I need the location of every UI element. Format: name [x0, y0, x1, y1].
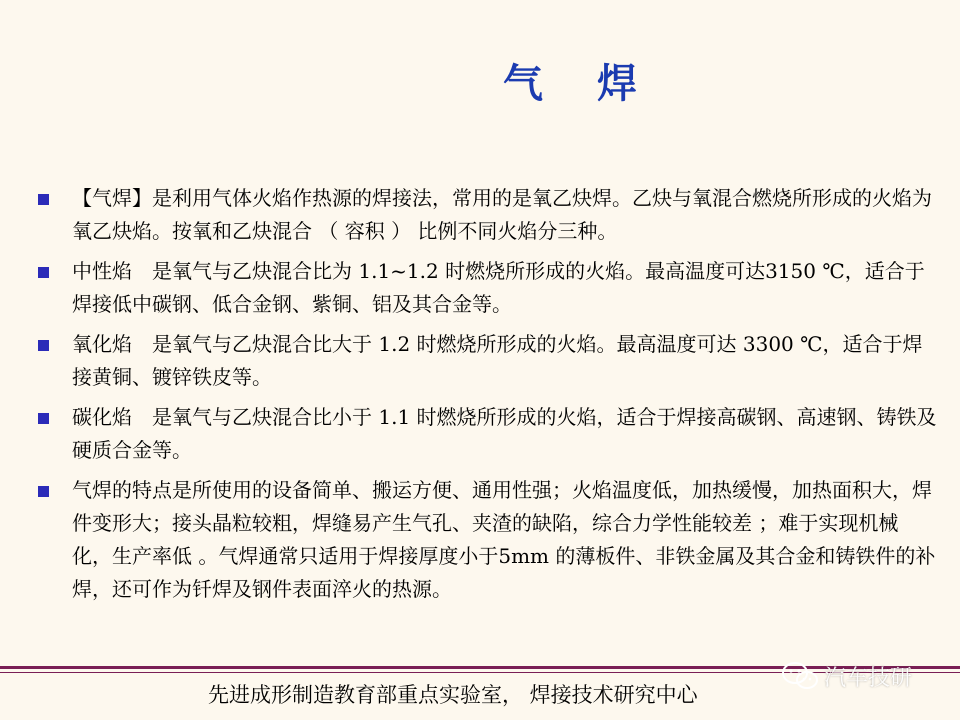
wechat-icon [780, 660, 820, 692]
bullet-text: 氧化焰 是氧气与乙炔混合比大于 1.2 时燃烧所形成的火焰。最高温度可达 3300 ℃，适合于焊接黄铜、镀锌铁皮等。 [72, 332, 923, 389]
bullet-list [38, 182, 938, 613]
bullet-text: 中性焰 是氧气与乙炔混合比为 1.1~1.2 时燃烧所形成的火焰。最高温度可达3150 ℃，适合于焊接低中碳钢、低合金钢、紫铜、铝及其合金等。 [72, 259, 925, 316]
bullet-item [38, 255, 938, 321]
bullet-item [38, 401, 938, 467]
bullet-item [38, 474, 938, 606]
square-bullet-icon [38, 194, 49, 205]
bullet-item [38, 182, 938, 248]
bullet-item [38, 328, 938, 394]
square-bullet-icon [38, 413, 49, 424]
footer-text: 先进成形制造教育部重点实验室， 焊接技术研究中心 [208, 683, 698, 707]
watermark [780, 660, 912, 692]
square-bullet-icon [38, 340, 49, 351]
square-bullet-icon [38, 267, 49, 278]
square-bullet-icon [38, 486, 49, 497]
slide-title: 气 焊 [503, 61, 657, 107]
watermark-text: 汽车技研 [824, 665, 913, 691]
bullet-text: 【气焊】是利用气体火焰作热源的焊接法，常用的是氧乙炔焊。乙炔与氧混合燃烧所形成的火焰为氧乙炔焰。按氧和乙炔混合 （ 容积 ） 比例不同火焰分三种。 [72, 186, 932, 243]
bullet-text: 气焊的特点是所使用的设备简单、搬运方便、通用性强；火焰温度低，加热缓慢，加热面积大，焊件变形大；接头晶粒较粗，焊缝易产生气孔、夹渣的缺陷，综合力学性能较差 ；难于实现机械化，生产率低 。气焊通常只适用于焊接厚度小于5mm 的薄板件、非铁金属及其合金和铸铁件的补焊，还可作为钎焊及钢件表面淬火的热源。 [72, 478, 936, 601]
bullet-text: 碳化焰 是氧气与乙炔混合比小于 1.1 时燃烧所形成的火焰，适合于焊接高碳钢、高速钢、铸铁及硬质合金等。 [72, 405, 937, 462]
